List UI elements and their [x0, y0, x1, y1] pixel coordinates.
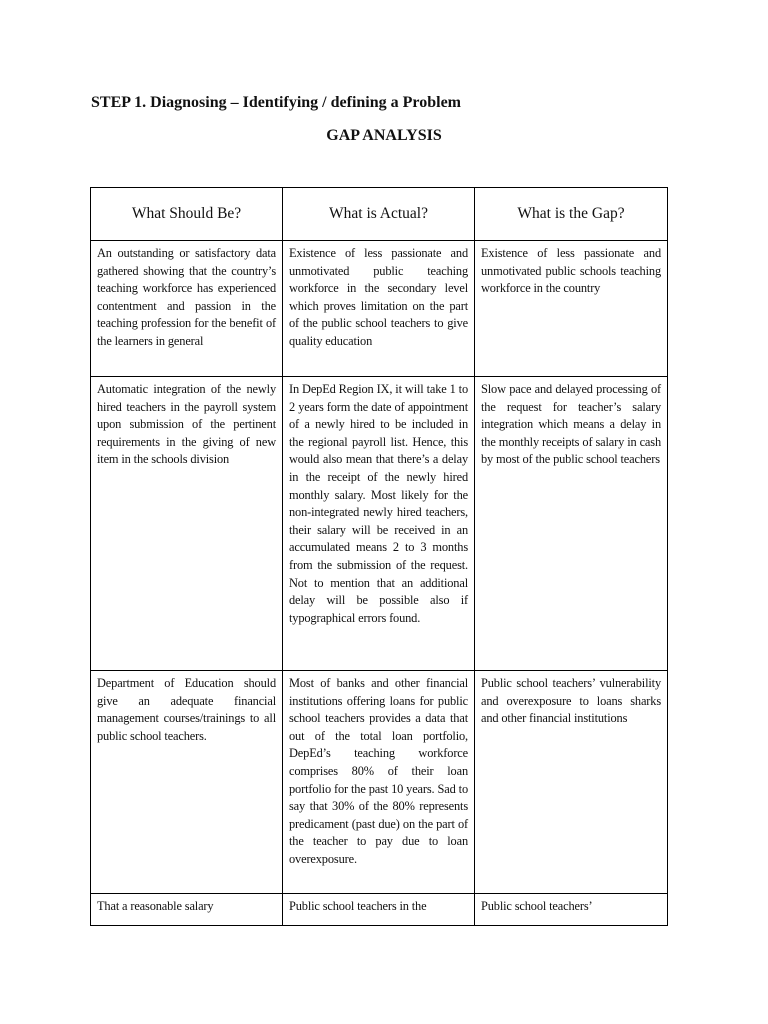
table-cell-should-be: Automatic integration of the newly hired teachers in the payroll system upon submission of the pertinent requirements in the giving of new item in the schools division	[91, 377, 283, 671]
table-cell-gap: Slow pace and delayed processing of the request for teacher’s salary integration which means a delay in the monthly receipts of salary in cash by most of the public school teachers	[475, 377, 668, 671]
gap-analysis-title: GAP ANALYSIS	[326, 127, 442, 144]
gap-analysis-table	[90, 187, 668, 926]
table-cell-should-be: That a reasonable salary	[97, 899, 214, 913]
column-header-what-is-the-gap: What is the Gap?	[475, 188, 668, 241]
column-header-what-is-actual: What is Actual?	[283, 188, 475, 241]
table-cell-should-be: An outstanding or satisfactory data gathered showing that the country’s teaching workforce has experienced contentment and passion in the teaching profession for the benefit of the learners in general	[91, 241, 283, 377]
table-cell-actual: Existence of less passionate and unmotivated public teaching workforce in the secondary level which proves limitation on the part of the public school teachers to give quality education	[283, 241, 475, 377]
table-row	[91, 241, 668, 377]
table-cell-actual: In DepEd Region IX, it will take 1 to 2 years form the date of appointment of a newly hired to be included in the regional payroll list. Hence, this would also mean that there’s a delay in the receipt of the newly hired monthly salary. Most likely for the non-integrated newly hired teachers, their salary will be received in an accumulated means 2 to 3 months from the submission of the request. Not to mention that an additional delay will be possible also if typographical errors found.	[283, 377, 475, 671]
table-cell-gap: Public school teachers’	[481, 899, 593, 913]
table-row	[91, 671, 668, 894]
table-cell-gap: Public school teachers’ vulnerability and overexposure to loans sharks and other financial institutions	[475, 671, 668, 894]
table-row	[91, 377, 668, 671]
table-cell-actual: Most of banks and other financial institutions offering loans for public school teachers provides a data that out of the total loan portfolio, DepEd’s teaching workforce comprises 80% of their loan portfolio for the past 10 years. Sad to say that 30% of the 80% represents predicament (past due) on the part of the teacher to pay due to loan overexposure.	[283, 671, 475, 894]
table-row	[91, 894, 668, 926]
table-cell-should-be: Department of Education should give an adequate financial management courses/trainings to all public school teachers.	[91, 671, 283, 894]
table-header-row	[91, 188, 668, 241]
table-cell-gap: Existence of less passionate and unmotivated public schools teaching workforce in the country	[475, 241, 668, 377]
column-header-what-should-be: What Should Be?	[91, 188, 283, 241]
step-heading: STEP 1. Diagnosing – Identifying / defining a Problem	[91, 94, 461, 111]
table-cell-actual: Public school teachers in the	[289, 899, 427, 913]
